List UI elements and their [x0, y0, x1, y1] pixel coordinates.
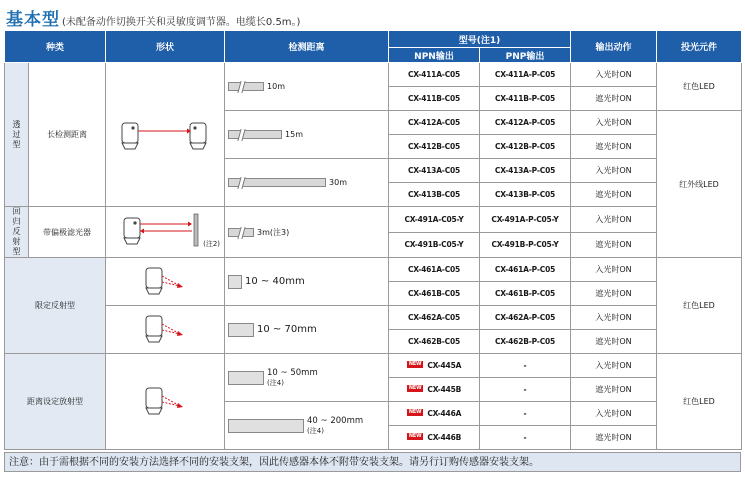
- output-action: 遮光时ON: [571, 183, 657, 207]
- pnp-model: CX-413B-P-C05: [480, 183, 571, 207]
- npn-model-cell: [389, 378, 480, 402]
- new-badge: NEW: [408, 385, 422, 391]
- page-title-block: [6, 5, 301, 30]
- table-row: [5, 258, 742, 282]
- npn-model-cell: [389, 354, 480, 378]
- shape-limited-2: [106, 306, 225, 354]
- distance-cell-1: [225, 63, 389, 111]
- npn-model: CX-412B-C05: [389, 135, 480, 159]
- output-action: 遮光时ON: [571, 87, 657, 111]
- table-row: [5, 306, 742, 330]
- distance-cell-6: [225, 306, 389, 354]
- group-through-beam-label: 透过型: [12, 119, 21, 149]
- table-row: [5, 63, 742, 87]
- led-infrared: 红外线LED: [657, 111, 742, 258]
- output-action: 入光时ON: [571, 111, 657, 135]
- distance-label: 10 ~ 40mm: [245, 276, 305, 287]
- output-action: 入光时ON: [571, 354, 657, 378]
- header-action: 输出动作: [571, 31, 657, 63]
- distance-label: 15m: [285, 130, 303, 140]
- distance-label: 10 ~ 70mm: [257, 324, 317, 335]
- group-limited: 限定反射型: [5, 258, 106, 354]
- output-action: 入光时ON: [571, 159, 657, 183]
- pnp-model: CX-412A-P-C05: [480, 111, 571, 135]
- npn-model-cell: [389, 402, 480, 426]
- pnp-model: CX-412B-P-C05: [480, 135, 571, 159]
- distance-block: [228, 323, 254, 337]
- page-subtitle: (未配备动作切换开关和灵敏度调节器。电缆长0.5m。): [62, 17, 301, 28]
- output-action: 入光时ON: [571, 402, 657, 426]
- distance-cell-8: [225, 402, 389, 450]
- new-badge: NEW: [408, 433, 422, 439]
- distance-label-group: [307, 416, 363, 436]
- pnp-model: -: [480, 378, 571, 402]
- output-action: 遮光时ON: [571, 378, 657, 402]
- npn-model: CX-446A: [427, 409, 462, 418]
- distance-cell-7: [225, 354, 389, 402]
- group-polarizing: [29, 207, 106, 258]
- distance-block: [228, 275, 242, 289]
- header-model: 型号(注1): [389, 31, 571, 48]
- distance-bar: [228, 228, 254, 237]
- distance-cell-2: [225, 111, 389, 159]
- npn-model: CX-445A: [427, 361, 462, 370]
- npn-model: CX-412A-C05: [389, 111, 480, 135]
- shape-limited-1: [106, 258, 225, 306]
- new-badge: NEW: [408, 409, 422, 415]
- npn-model: CX-462B-C05: [389, 330, 480, 354]
- pnp-model: CX-491A-P-C05-Y: [480, 207, 571, 233]
- header-distance: 检测距离: [225, 31, 389, 63]
- limited-reflective-sensor-icon: [108, 308, 220, 352]
- output-action: 遮光时ON: [571, 232, 657, 258]
- output-action: 遮光时ON: [571, 282, 657, 306]
- npn-model: CX-461A-C05: [389, 258, 480, 282]
- through-beam-sensor-icon: [108, 105, 220, 165]
- pnp-model: CX-461A-P-C05: [480, 258, 571, 282]
- pnp-model: CX-462A-P-C05: [480, 306, 571, 330]
- output-action: 遮光时ON: [571, 135, 657, 159]
- distance-block: [228, 371, 264, 385]
- distance-label-group: [267, 368, 318, 388]
- npn-model: CX-411B-C05: [389, 87, 480, 111]
- distance-bar: [228, 130, 282, 139]
- npn-model: CX-462A-C05: [389, 306, 480, 330]
- output-action: 入光时ON: [571, 63, 657, 87]
- output-action: 入光时ON: [571, 258, 657, 282]
- group-retro: [5, 207, 29, 258]
- table-row: [5, 207, 742, 233]
- distance-bar: [228, 178, 326, 187]
- table-row: [5, 354, 742, 378]
- pnp-model: -: [480, 354, 571, 378]
- header-shape: 形状: [106, 31, 225, 63]
- npn-model: CX-446B: [427, 433, 462, 442]
- distance-label: 10 ~ 50mm: [267, 367, 318, 378]
- pnp-model: CX-491B-P-C05-Y: [480, 232, 571, 258]
- new-badge: NEW: [408, 361, 422, 367]
- npn-model: CX-413B-C05: [389, 183, 480, 207]
- pnp-model: CX-461B-P-C05: [480, 282, 571, 306]
- group-long-distance: [29, 63, 106, 207]
- distance-label: 3m(注3): [257, 227, 290, 237]
- group-distance-setting: 距离设定放射型: [5, 354, 106, 450]
- pnp-model: CX-413A-P-C05: [480, 159, 571, 183]
- group-polarizing-label: 带偏极滤光器: [43, 227, 91, 237]
- group-long-distance-label: 长检测距离: [47, 130, 87, 139]
- distance-cell-3: [225, 159, 389, 207]
- header-npn: NPN输出: [389, 48, 480, 63]
- output-action: 入光时ON: [571, 306, 657, 330]
- group-through-beam: [5, 63, 29, 207]
- install-note: 注意：由于需根据不同的安装方法选择不同的安装支架，因此传感器本体不附带安装支架。请另行订购传感器安装支架。: [4, 452, 741, 472]
- header-pnp: PNP输出: [480, 48, 571, 63]
- shape-through-beam: [106, 63, 225, 207]
- distance-label: 10m: [267, 82, 285, 92]
- group-retro-label: 回归反射型: [12, 207, 21, 256]
- pnp-model: CX-411B-P-C05: [480, 87, 571, 111]
- npn-model-cell: [389, 426, 480, 450]
- distance-cell-5: [225, 258, 389, 306]
- output-action: 入光时ON: [571, 207, 657, 233]
- header-type: 种类: [5, 31, 106, 63]
- npn-model: CX-445B: [427, 385, 462, 394]
- pnp-model: -: [480, 426, 571, 450]
- pnp-model: CX-462B-P-C05: [480, 330, 571, 354]
- product-table: [4, 30, 742, 450]
- npn-model: CX-461B-C05: [389, 282, 480, 306]
- header-led: 投光元件: [657, 31, 742, 63]
- distance-note: (注4): [307, 426, 324, 435]
- led-red-2: 红色LED: [657, 258, 742, 354]
- led-red-3: 红色LED: [657, 354, 742, 450]
- pnp-model: CX-411A-P-C05: [480, 63, 571, 87]
- distance-block: [228, 419, 304, 433]
- npn-model: CX-491B-C05-Y: [389, 232, 480, 258]
- distance-bar: [228, 82, 264, 91]
- distance-label: 40 ~ 200mm: [307, 415, 364, 426]
- polarizing-note: (注2): [203, 240, 221, 248]
- npn-model: CX-491A-C05-Y: [389, 207, 480, 233]
- led-red-1: 红色LED: [657, 63, 742, 111]
- distance-setting-sensor-icon: [108, 372, 220, 432]
- pnp-model: -: [480, 402, 571, 426]
- npn-model: CX-413A-C05: [389, 159, 480, 183]
- shape-retro: [106, 207, 225, 258]
- npn-model: CX-411A-C05: [389, 63, 480, 87]
- distance-label: 30m: [329, 178, 347, 188]
- limited-reflective-sensor-icon: [108, 260, 220, 304]
- page-title: 基本型: [6, 10, 60, 30]
- shape-distance-setting: [106, 354, 225, 450]
- distance-note: (注4): [267, 378, 284, 387]
- distance-cell-4: [225, 207, 389, 258]
- output-action: 遮光时ON: [571, 426, 657, 450]
- output-action: 遮光时ON: [571, 330, 657, 354]
